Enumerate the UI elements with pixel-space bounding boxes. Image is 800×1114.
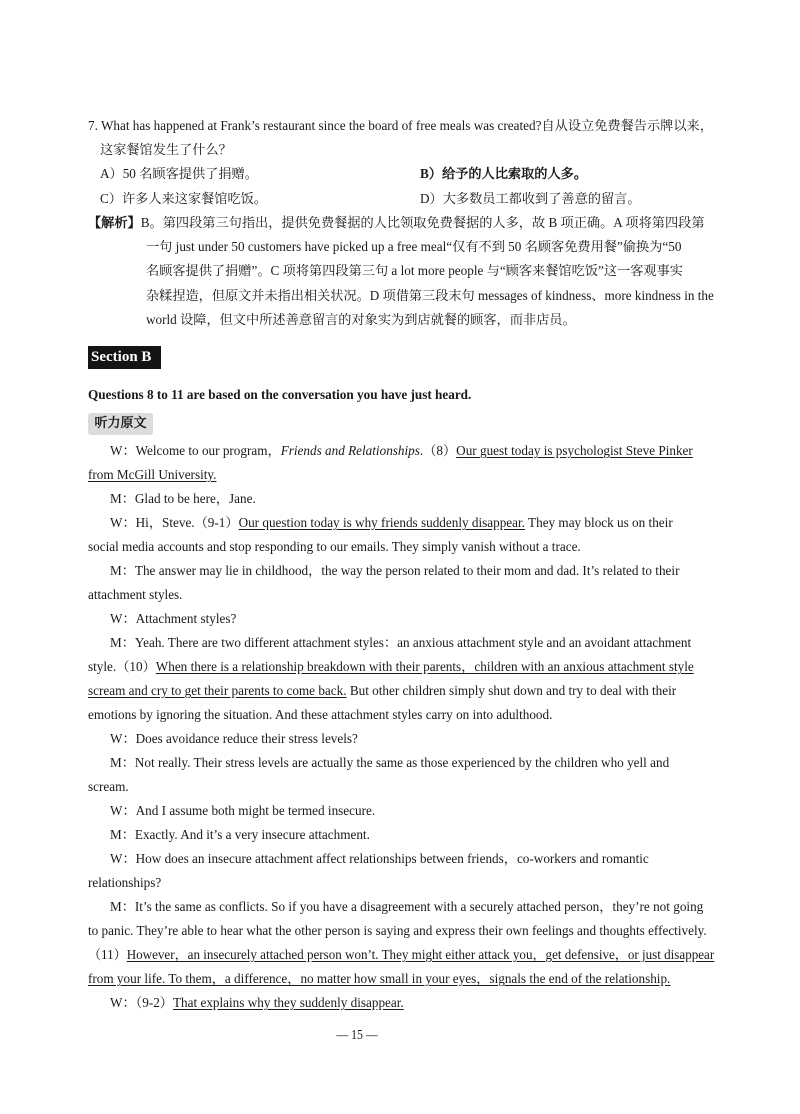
analysis-line-5: world 设障，但文中所述善意留言的对象实为到店就餐的顾客，而非店员。 (146, 312, 576, 327)
section-instruction: Questions 8 to 11 are based on the conversation you have just heard. (88, 387, 472, 402)
option-c: C）许多人来这家餐馆吃饭。 (100, 191, 268, 206)
analysis-line-3: 名顾客提供了捐赠”。C 项将第四段第三句 a lot more people 与“顾客来餐馆吃饭”这一客观事实 (146, 263, 683, 278)
transcript-line: social media accounts and stop responding to our emails. They simply vanish without a trace. (88, 539, 581, 554)
transcript-line: scream. (88, 779, 129, 794)
analysis-line-4: 杂糅捏造，但原文并未指出相关状况。D 项借第三段末句 messages of kindness、more kindness in the (146, 288, 714, 303)
answer-9-highlight: Our question today is why friends suddenly disappear. (238, 515, 525, 530)
option-a: A）50 名顾客提供了捐赠。 (100, 166, 258, 181)
analysis-line-1: 【解析】B。第四段第三句指出，提供免费餐据的人比领取免费餐据的人多，故 B 项正确。A 项将第四段第 (88, 215, 705, 230)
program-name: Friends and Relationships (280, 443, 420, 458)
transcript-line: style.（10）When there is a relationship breakdown with their parents，children with an anxious attachment style (88, 659, 694, 674)
transcript-line: W：How does an insecure attachment affect relationships between friends，co-workers and romantic (110, 851, 649, 866)
transcript-line: M：It’s the same as conflicts. So if you have a disagreement with a securely attached person，they’re not going (110, 899, 704, 914)
question-number: 7. (88, 118, 98, 133)
transcript-line: W：Hi，Steve.（9-1）Our question today is why friends suddenly disappear. They may block us on their (110, 515, 673, 530)
transcript-line: W：Attachment styles? (110, 611, 237, 626)
transcript-line: M：Not really. Their stress levels are actually the same as those experienced by the children who yell and (110, 755, 670, 770)
answer-9-2-highlight: That explains why they suddenly disappear. (173, 995, 404, 1010)
transcript-line: （11）However，an insecurely attached person won’t. They might either attack you，get defensive，or just disappear (88, 947, 715, 962)
transcript-line: attachment styles. (88, 587, 183, 602)
transcript-line: from McGill University. (88, 467, 217, 482)
option-b: B）给予的人比索取的人多。 (420, 166, 588, 181)
transcript-line: W：And I assume both might be termed insecure. (110, 803, 376, 818)
answer-11-highlight: However，an insecurely attached person won’t. They might either attack you，get defensive，or just disappear (126, 947, 715, 962)
transcript-line: scream and cry to get their parents to come back. But other children simply shut down and try to deal with their (88, 683, 677, 698)
question-7-stem (88, 114, 713, 138)
analysis-label: 【解析】 (88, 215, 141, 230)
answer-10-highlight: When there is a relationship breakdown with their parents，children with an anxious attachment style (155, 659, 694, 674)
analysis-line-2: 一句 just under 50 customers have picked up a free meal“仅有不到 50 名顾客免费用餐”偷换为“50 (146, 239, 682, 254)
transcript-line: M：The answer may lie in childhood，the way the person related to their mom and dad. It’s related to their (110, 563, 680, 578)
transcript-line: W：Welcome to our program，Friends and Relationships.（8）Our guest today is psychologist Steve Pinker (110, 443, 693, 458)
question-stem-chinese: 自从设立免费餐告示牌以来， (541, 118, 713, 133)
question-stem-chinese-cont: 这家餐馆发生了什么？ (100, 142, 232, 157)
transcript-line: relationships? (88, 875, 162, 890)
transcript-line: from your life. To them，a difference，no matter how small in your eyes，signals the end of the relationship. (88, 971, 671, 986)
answer-8-highlight: Our guest today is psychologist Steve Pinker (456, 443, 693, 458)
transcript-line: W：（9-2）That explains why they suddenly disappear. (110, 995, 404, 1010)
transcript-line: M：Glad to be here，Jane. (110, 491, 256, 506)
section-heading: Section B (88, 346, 161, 369)
transcript-line: M：Exactly. And it’s a very insecure attachment. (110, 827, 370, 842)
transcript-line: to panic. They’re able to hear what the other person is saying and express their own feelings and thoughts effectively. (88, 923, 707, 938)
transcript-tag: 听力原文 (88, 413, 153, 435)
question-stem-english: What has happened at Frank’s restaurant since the board of free meals was created? (100, 118, 542, 133)
transcript-line: W：Does avoidance reduce their stress levels? (110, 731, 358, 746)
option-d: D）大多数员工都收到了善意的留言。 (420, 191, 641, 206)
page-number: — 15 — (336, 1027, 378, 1042)
transcript-line: M：Yeah. There are two different attachment styles：an anxious attachment style and an avoidant attachment (110, 635, 692, 650)
transcript-line: emotions by ignoring the situation. And these attachment styles carry on into adulthood. (88, 707, 553, 722)
